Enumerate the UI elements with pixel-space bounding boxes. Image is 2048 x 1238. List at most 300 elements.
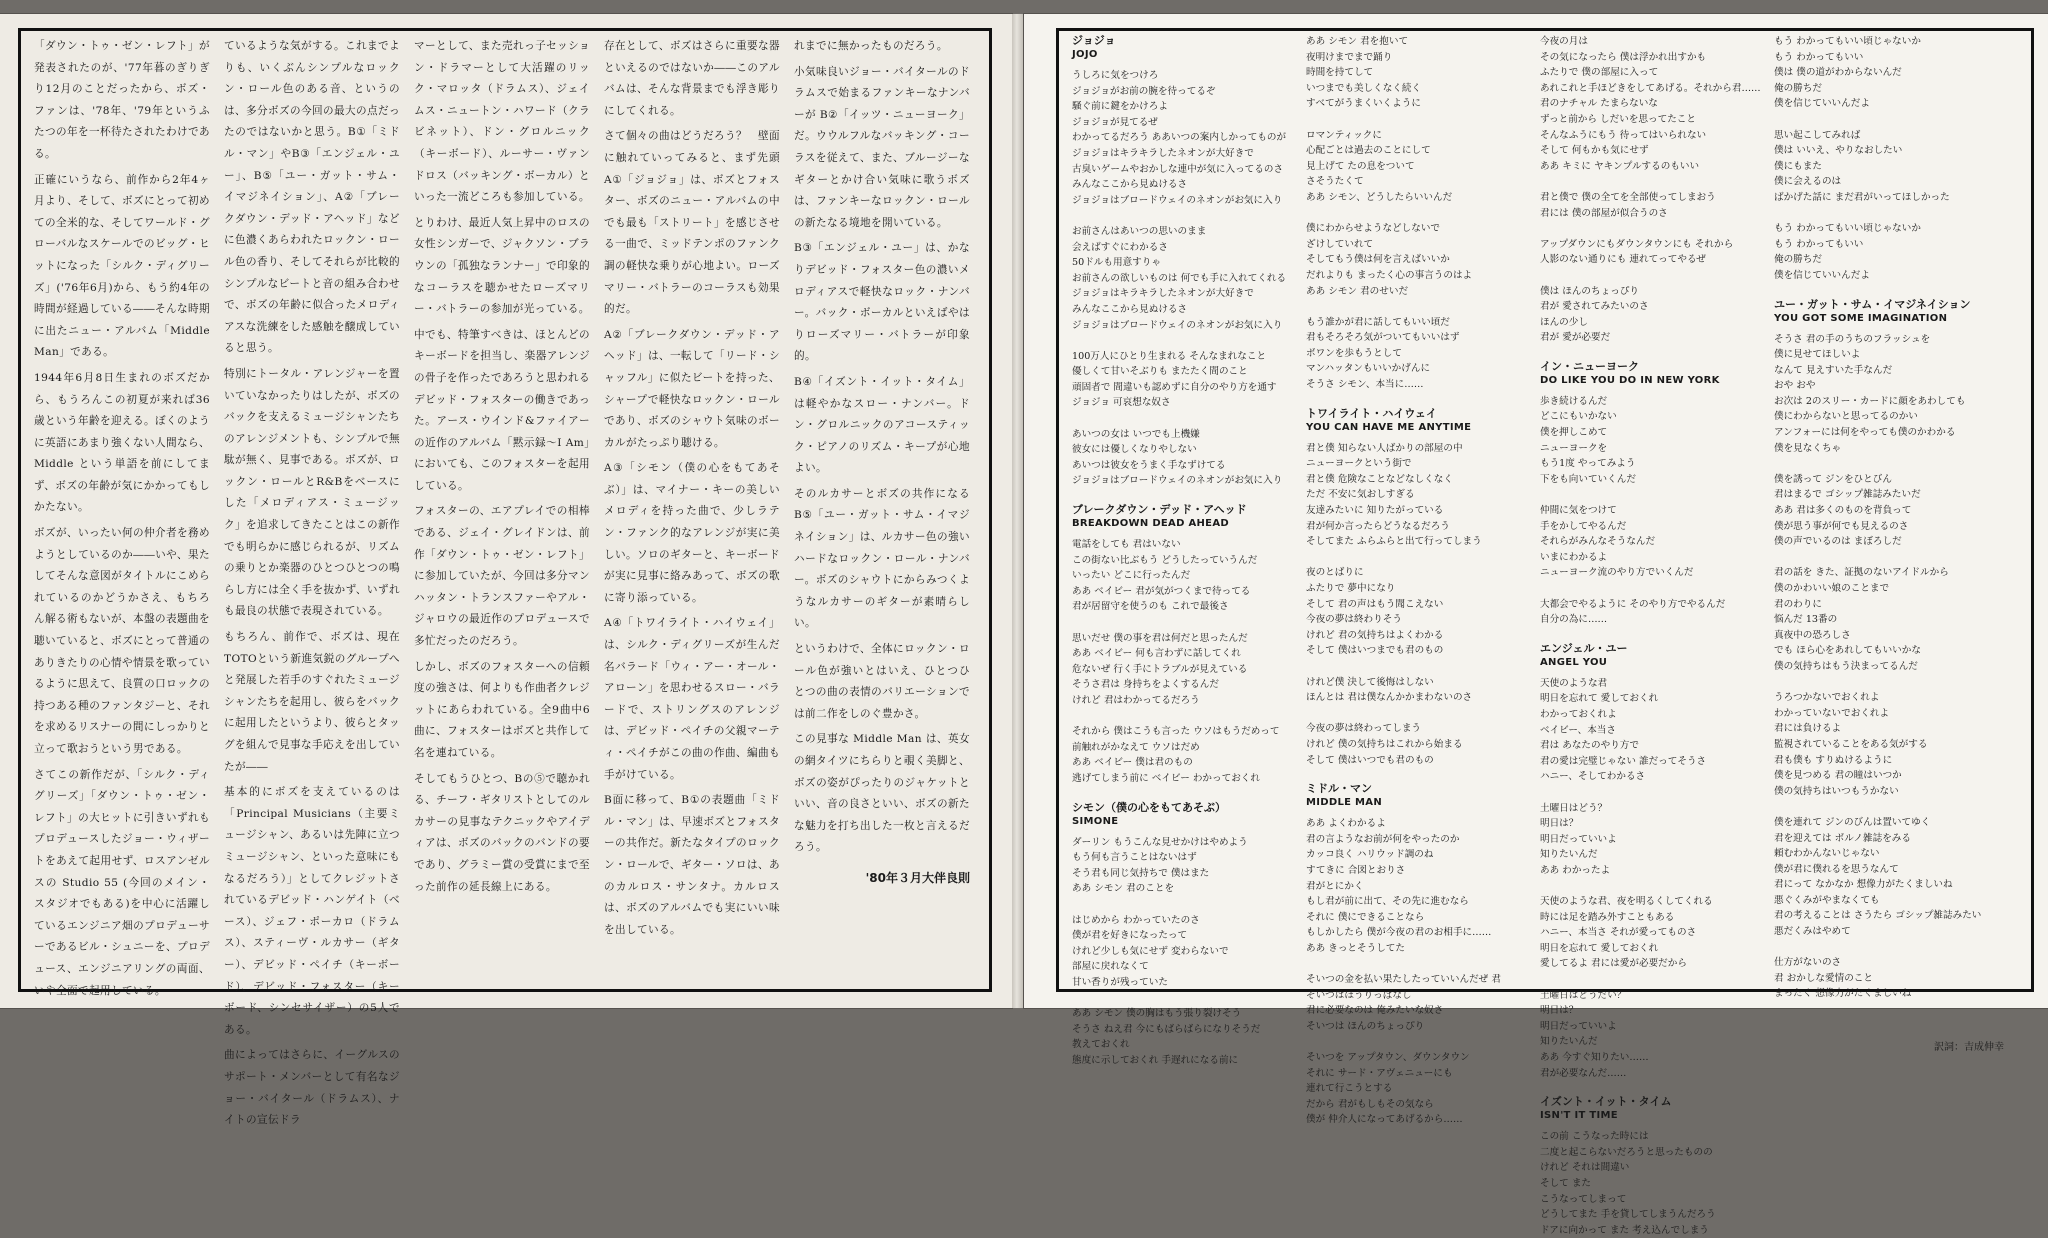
lyric-line: 明日だっていいよ [1540, 1020, 1617, 1032]
song-lines [1540, 34, 1770, 346]
song-middle-man-cont [1540, 34, 1770, 346]
lyric-line: ジョジョはブロードウェイのネオンがお気に入り [1072, 475, 1283, 487]
lyric-line: 僕が君に僕れるを思うなんて [1774, 863, 1899, 875]
lyric-line: 明日を忘れて 愛しておくれ [1540, 942, 1659, 954]
lyric-line: けれど 僕の気持ちはこれから始まる [1306, 738, 1463, 750]
lyric-line: ただ 不安に気おしすぎる [1306, 489, 1415, 501]
lyric-line: 100万人にひとり生まれる そんなまれなこと [1072, 350, 1267, 362]
lyric-line: もう1度 やってみよう [1540, 458, 1636, 470]
lyric-line: ジョジョはキラキラしたネオンが大好きで [1072, 147, 1254, 159]
lyric-line: 僕は ほんのちょっぴり [1540, 285, 1639, 297]
lyric-line: ジョジョが見てるぜ [1072, 116, 1158, 128]
lyric-line: 思い起こしてみれば [1774, 129, 1861, 141]
lyric-line: 僕を見なくちゃ [1774, 442, 1842, 454]
lyric-line: 僕が思う事が何でも見えるのさ [1774, 520, 1909, 532]
lyric-line: おや おや [1774, 380, 1816, 392]
song-lines [1072, 835, 1302, 1069]
lyric-line: あいつの女は いつでも上機嫌 [1072, 428, 1200, 440]
lyric-line [1306, 706, 1536, 722]
lyric-line: 僕にわからないと思ってるのかい [1774, 411, 1918, 423]
lyric-line: ニューヨークを [1540, 442, 1608, 454]
lyric-line: そいつを アップタウン、ダウンタウン [1306, 1052, 1470, 1064]
lyric-line: ああ わかったよ [1540, 864, 1611, 876]
lyric-line [1540, 268, 1770, 284]
lyric-line: だから 君がもしもその気なら [1306, 1098, 1434, 1110]
paragraph: 特別にトータル・アレンジャーを置いていなかったりはしたが、ボズのバックを支えるミュージシャンたちのアレンジメントも、シンプルで無駄が無く、見事である。ボズが、ロックン・ロールとR&Bをベースにした「メロディアス・ミュージック」を追求してきたことはこの新作でも明らかに感じられるが、リズムの乗りとか楽器のひとつひとつの鳴らし方には全く手を抜かず、いずれも最良の状態で表現されている。 [224, 367, 400, 618]
lyric-line: ほんの少し [1540, 316, 1588, 328]
lyric-line: 頼むわかんないじゃない [1774, 848, 1880, 860]
lyric-line: そいつの金を払い果たしたっていいんだぜ 君 [1306, 974, 1501, 986]
song-lines [1306, 441, 1536, 768]
song-title-jp: イン・ニューヨーク [1540, 359, 1639, 373]
lyric-line: わかっていないでおくれよ [1774, 707, 1890, 719]
lyric-line [1306, 299, 1536, 315]
lyric-line: 君にって なかなか 想像力がたくましいね [1774, 879, 1953, 891]
paragraph: そしてもうひとつ、Bの⑤で聴かれる、チーフ・ギタリストとしてのルカサーの見事なテクニックやアイディアは、ボズのバックのバンドの要であり、グラミー賞の受賞にまで至った前作の延長線上にある。 [414, 772, 590, 893]
lyric-line [1072, 709, 1302, 725]
paragraph: しかし、ボズのフォスターへの信頼度の強さは、何よりも作曲者クレジットにあらわれている。全9曲中6曲に、フォスターはボズと共作して名を連ねている。 [414, 660, 590, 759]
paragraph: フォスターの、エアプレイでの相棒である、ジェイ・グレイドンは、前作「ダウン・トゥ・ゼン・レフト」に参加していたが、今回は多分マンハッタン・トランスファーやアル・ジャロウの最近作のプロデュースで多忙だったのだろう。 [414, 505, 590, 648]
lyric-line: ふたりで 僕の部屋に入って [1540, 67, 1659, 79]
left-page [0, 14, 1012, 1127]
song-title-en: BREAKDOWN DEAD AHEAD [1072, 518, 1229, 530]
lyric-line: 君の言ようなお前が何をやったのか [1306, 833, 1460, 845]
lyric-line: もう わかってもいい [1774, 51, 1864, 63]
paragraph: さて個々の曲はどうだろう？ 壁面に触れていってみると、まず先頭A①「ジョジョ」は、ボズとフォスター、ボズのニュー・アルバムの中でも最も「ストリート」を感じさせる一曲で、ミッドテンポのファンク調の軽快な乗りが心地よい。ローズマリー・バトラーのコーラスも効果的だ。 [604, 130, 780, 316]
page-gutter [1012, 14, 1024, 1008]
lyric-line: いったい どこに行ったんだ [1072, 570, 1191, 582]
lyric-line: 態度に示しておくれ 手遅れになる前に [1072, 1054, 1239, 1066]
paragraph: マーとして、また売れっ子セッション・ドラマーとして大活躍のリック・マロッタ（ドラムス）、ジェイムス・ニュートン・ハワード（クラビネット）、ドン・グロルニック（キーボード）、ルーサー・ヴァンドロス（バッキング・ボーカル）といった一流どころも参加している。 [414, 40, 590, 204]
lyric-line: 夜明けまでまで踊り [1306, 51, 1393, 63]
song-lines [1540, 676, 1770, 1081]
song-title-en: SIMONE [1072, 815, 1119, 827]
lyric-line: もう誰かが君に話してもいい頃だ [1306, 316, 1450, 328]
lyric-line: そうさ君は 身持ちをよくするんだ [1072, 679, 1219, 691]
lyric-line: 僕が 仲介人になってあげるから…… [1306, 1114, 1463, 1126]
lyric-line: ああ 今すぐ知りたい…… [1540, 1052, 1649, 1064]
lyric-line: 仲間に気をつけて [1540, 505, 1617, 517]
lyric-line: 僕のかわいい娘のことまで [1774, 583, 1890, 594]
paragraph: 1944年6月8日生まれのボズだから、もうろんこの初夏が来れば36歳という年齢を迎える。ぼくのように英語にあまり強くない人間なら、Middle という単語を前にしてまず、ボズの年齢が気にかかってもしかたない。 [34, 371, 210, 514]
lyric-line: それに 僕にできることなら [1306, 911, 1425, 923]
lyric-line: ニューヨークという街で [1306, 458, 1412, 470]
lyric-line: もう わかってもいい頃じゃないか [1774, 36, 1921, 47]
lyric-line [1774, 112, 2014, 128]
lyric-line: 君の話を きた、証拠のないアイドルから [1774, 567, 1949, 579]
lyric-line: 君に必要なのは 俺みたいな奴さ [1306, 1005, 1444, 1017]
lyric-line: お前さんの欲しいものは 何でも手に入れてくれる [1072, 272, 1287, 284]
lyric-line: 連れて行こうとする [1306, 1083, 1393, 1095]
lyric-line: さそうたくて [1306, 176, 1364, 188]
song-lines [1774, 332, 2014, 1003]
lyric-line: 天使のような君 [1540, 677, 1608, 689]
lyric-line: 電話をしても 君はいない [1072, 539, 1181, 551]
lyric-line: ふたりで 夢中になり [1306, 583, 1396, 594]
lyric-line: アンフォーには何をやっても僕のかわかる [1774, 427, 1956, 439]
lyric-line: ああ シモン 君を抱いて [1306, 36, 1409, 47]
song-middle-man [1306, 782, 1536, 1128]
lyric-line: 騒ぐ前に鍵をかけろよ [1072, 101, 1168, 113]
song-title-jp: トワイライト・ハイウェイ [1306, 406, 1437, 420]
song-lines [1540, 394, 1770, 628]
paragraph: れまでに無かったものだろう。 [794, 40, 948, 52]
lyric-line: でも ほら心をあれしてもいいかな [1774, 645, 1921, 657]
lyric-line: 僕は いいえ、やりなおしたい [1774, 145, 1903, 157]
lyric-line: 僕は 僕の道がわからないんだ [1774, 67, 1902, 79]
lyric-line: 僕が君を好きになったって [1072, 930, 1188, 942]
lyric-line: ベイビー、本当さ [1540, 724, 1616, 736]
lyric-line: 僕に会えるのは [1774, 176, 1842, 188]
paragraph: 曲によってはさらに、イーグルスのサポート・メンバーとして有名なジョー・バイタール（ドラムス）、ナイトの宣伝ドラ [224, 1049, 400, 1127]
lyric-line: みんなここから見ぬけるさ [1072, 303, 1188, 315]
lyric-line [1072, 990, 1302, 1006]
lyric-line: ロマンティックに [1306, 129, 1382, 141]
paragraph: 正確にいうなら、前作から2年4ヶ月より、そして、ボズにとって初めての全米的な、そしてワールド・グローバルなスケールでのビッグ・ヒットになった「シルク・ディグリーズ」('76年6月)から、もう約4年の時間が経過している――そんな時期に出たニュー・アルバム「Middle Man」である。 [34, 173, 210, 359]
lyric-line: うろつかないでおくれよ [1774, 692, 1880, 704]
notes-column-4 [604, 36, 780, 982]
song-twilight-highway [1306, 407, 1536, 768]
song-isnt-it-time [1540, 1095, 1770, 1238]
song-title-en: DO LIKE YOU DO IN NEW YORK [1540, 374, 1720, 386]
lyric-line: ああ シモン、どうしたらいいんだ [1306, 191, 1453, 203]
lyric-line: 君と僕 知らない人ばかりの部屋の中 [1306, 442, 1463, 454]
lyric-line: 今夜の夢は終わりそう [1306, 614, 1402, 626]
lyric-line: 50ドルも用意すりゃ [1072, 257, 1161, 269]
lyric-line: 会えばすぐにわかるさ [1072, 241, 1168, 253]
lyric-line: はじめから わかっていたのさ [1072, 914, 1200, 926]
lyric-line: 明日は？ [1540, 1005, 1579, 1017]
lyric-line: ああ よくわかるよ [1306, 818, 1386, 830]
paragraph: とりわけ、最近人気上昇中のロスの女性シンガーで、ジャクソン・ブラウンの「孤独なランナー」で印象的なコーラスを聴かせたローズマリー・バトラーの参加が光っている。 [414, 216, 590, 316]
lyric-line: 君が何か言ったらどうなるだろう [1306, 520, 1450, 532]
lyric-line: 土曜日はどうだい？ [1540, 989, 1627, 1001]
lyric-line: 君が 愛が必要だ [1540, 332, 1611, 344]
lyric-line: 君はまるで ゴシップ雑誌みたいだ [1774, 489, 1921, 501]
paragraph: B③「エンジェル・ユー」は、かなりデビッド・フォスター色の濃いメロディアスで軽快なロック・ナンバー。バック・ボーカルといえばやはりローズマリー・バトラーが印象的。 [794, 242, 970, 363]
lyric-line: 前触れがかなえて ウソはだめ [1072, 741, 1200, 753]
lyric-line: そして また [1540, 1178, 1592, 1189]
lyric-line: もしかしたら 僕が今夜の君のお相手に…… [1306, 927, 1492, 939]
song-you-got-some-imagination [1774, 298, 2014, 1003]
lyric-line [1540, 174, 1770, 190]
lyric-line [1540, 581, 1770, 597]
lyric-line: 甘い香りが残っていた [1072, 976, 1168, 988]
lyric-line: 俺の勝ちだ [1774, 254, 1822, 266]
lyric-line: 君も僕も すりぬけるように [1774, 754, 1893, 766]
lyric-line: 二度と起こらないだろうと思ったものの [1540, 1146, 1713, 1158]
lyric-line: 悩んだ 13番の [1774, 614, 1838, 626]
lyric-line: 優しくて甘いそぶりも またたく間のこと [1072, 366, 1248, 378]
lyric-line [1072, 411, 1302, 427]
lyric-line: こうなってしまって [1540, 1193, 1627, 1205]
lyric-line: 僕を連れて ジンのびんは置いてゆく [1774, 816, 1931, 828]
lyric-line: それらがみんなそうなんだ [1540, 536, 1656, 548]
paragraph: 「ダウン・トゥ・ゼン・レフト」が発表されたのが、'77年暮のぎりぎり12月のことだったから、ボズ・ファンは、'78年、'79年というふたつの年を一杯待たされたわけである。 [34, 40, 210, 160]
paragraph: 存在として、ボズはさらに重要な器といえるのではないか――このアルバムは、そんな背景までも浮き彫りにしてくれる。 [604, 40, 780, 117]
lyric-line: すてきに 合図とおりさ [1306, 864, 1406, 876]
lyric-line: もし君が前に出て、その先に進むなら [1306, 896, 1469, 908]
lyric-line: 時間を持てして [1306, 67, 1374, 79]
lyric-line: そうさ 君の手のうちのフラッシュを [1774, 333, 1931, 345]
lyric-line: 思いだせ 僕の事を君は何だと思ったんだ [1072, 632, 1248, 644]
lyric-line: けれど僕 決して後悔はしない [1306, 676, 1434, 688]
lyric-line: 僕を見つめる 君の瞳はいつか [1774, 770, 1902, 782]
lyric-line: 僕にもまた [1774, 160, 1822, 172]
song-lines [1072, 68, 1302, 489]
lyric-line: 君もそろそろ気がついてもいいはず [1306, 332, 1460, 344]
lyric-line [1306, 206, 1536, 222]
lyric-line: そしてもう僕は何を言えばいいか [1306, 254, 1450, 266]
lyric-line: 君 おかしな愛情のこと [1774, 972, 1873, 984]
lyric-line [1774, 675, 2014, 691]
lyric-line: 知りたいんだ [1540, 1036, 1598, 1048]
lyric-line: いつまでも美しくなく続く [1306, 82, 1422, 94]
lyric-line: ジョジョがお前の腕を待ってるぞ [1072, 85, 1216, 97]
song-title-en: ANGEL YOU [1540, 656, 1608, 668]
lyric-line: ジョジョはブロードウェイのネオンがお気に入り [1072, 194, 1283, 206]
paragraph: ているような気がする。これまでよりも、いくぶんシンプルなロックン・ロール色のある音、というのは、多分ボズの今回の最大の点だったのではないかと思う。B①「ミドル・マン」やB③「エンジェル・ユー」、B⑤「ユー・ガット・サム・イマジネイション」、A②「ブレークダウン・デッド・アヘッド」などに色濃くあらわれたロックン・ロール色の香り、そしてそれらが比較的シンプルなビートと音の組み合わせで、ボズの年齢に似合ったメロディアスな洗練をした感触を醸成していると思う。 [224, 40, 400, 355]
lyric-line: けれど それは間違い [1540, 1162, 1630, 1174]
lyric-line: 君と僕 危険なことなどなしくなく [1306, 473, 1453, 485]
lyric-line: ずっと前から しだいを思ってたこと [1540, 113, 1696, 125]
lyric-line: 明日だっていいよ [1540, 833, 1617, 845]
translator-credit: 訳詞：吉成伸幸 [1934, 1042, 2004, 1054]
lyric-line: ざけしていれて [1306, 238, 1374, 250]
lyrics-column-3 [1540, 34, 1770, 1236]
lyric-line: なんて 見えすいた手なんだ [1774, 364, 1893, 376]
lyric-line: そうさ ねえ君 今にもばらばらになりそうだ [1072, 1023, 1261, 1035]
lyric-line: ああ キミに ヤキンプルするのもいい [1540, 160, 1700, 172]
lyric-line: ああ ベイビー 僕は君のもの [1072, 757, 1193, 769]
lyric-line: 真夜中の恐ろしさ [1774, 629, 1851, 641]
lyric-line: 君と僕で 僕の全てを全部使ってしまおう [1540, 191, 1716, 203]
paragraph: そのルカサーとボズの共作になるB⑤「ユー・ガット・サム・イマジネイション」は、ルカサー色の強いハードなロックン・ロール・ナンバー。ボズのシャウトにからみつくようなルカサーのギターが素晴らしい。 [794, 487, 970, 630]
lyric-line: ハニー、そしてわかるさ [1540, 771, 1646, 783]
lyric-line: 天使のような君、夜を明るくしてくれる [1540, 896, 1713, 908]
lyric-line: そうさ シモン、本当に…… [1306, 379, 1424, 391]
lyric-line: ジョジョ 可哀想な奴さ [1072, 397, 1171, 409]
paragraph: もちろん、前作で、ボズは、現在TOTOという新進気鋭のグループへと発展した若手のすぐれたミュージシャンたちを起用し、彼らをバックに起用したというより、彼らとタッグを組んで見事な手応えを出していたが―― [224, 631, 400, 773]
lyric-line [1072, 897, 1302, 913]
lyric-line: 今夜の月は [1540, 36, 1588, 47]
paragraph: というわけで、全体にロックン・ロール色が強いとはいえ、ひとつひとつの曲の表情のバリエーションでは前二作をしのぐ豊かさ。 [794, 643, 970, 720]
lyric-line [1306, 1034, 1536, 1050]
song-title-jp: イズント・イット・タイム [1540, 1095, 1672, 1109]
lyric-line [1072, 615, 1302, 631]
lyric-line: 僕に見せてほしいよ [1774, 349, 1861, 361]
lyric-line: 人影のない通りにも 連れてってやるぜ [1540, 254, 1706, 266]
lyric-line: まったく 想像力がたくましいね [1774, 988, 1912, 1000]
lyric-line: 君は あなたのやり方で [1540, 740, 1639, 752]
lyric-line: 自分の為に…… [1540, 614, 1608, 626]
lyric-line: あいつは彼女をうまく手なずけてる [1072, 459, 1226, 471]
lyric-line: もう何も言うことはないはず [1072, 852, 1197, 864]
paragraph: 中でも、特筆すべきは、ほとんどのキーボードを担当し、楽器アレンジの骨子を作ったであろうと思われるデビッド・フォスターの働きであった。アース・ウインド&ファイアーの近作のアルバム「黙示録～I Am」においても、このフォスターを起用している。 [414, 328, 590, 492]
lyric-line: そして 何もかも気にせず [1540, 145, 1649, 157]
song-title-jp: ブレークダウン・デッド・アヘッド [1072, 503, 1247, 517]
lyric-line: 大都会でやるように そのやり方でやるんだ [1540, 598, 1726, 610]
lyric-line: ニューヨーク流のやり方でいくんだ [1540, 567, 1694, 579]
paragraph: A③「シモン（僕の心をもてあそぶ）」は、マイナー・キーの美しいメロディを持った曲で、少しラテン・ファンク的なアレンジが実に美しい。ソロのギターと、キーボードが実に見事に絡みあって、ボズの歌に寄り添っている。 [604, 462, 780, 604]
lyric-line: ああ シモン 僕の胸はもう張り裂けそう [1072, 1008, 1242, 1020]
lyrics-column-4 [1774, 34, 2014, 1054]
song-lines [1540, 1129, 1770, 1238]
lyric-line: 俺の勝ちだ [1774, 82, 1822, 94]
lyric-line [1774, 206, 2014, 222]
lyric-line: お前さんはあいつの思いのまま [1072, 225, 1207, 237]
lyric-line: 僕にわからせようなどしないで [1306, 223, 1441, 235]
paragraph: B面に移って、B①の表題曲「ミドル・マン」は、早速ボズとフォスターの共作だ。新たなタイプのロックン・ロールで、ギター・ソロは、あのカルロス・サンタナ。カルロスは、ボズのアルバムでも実にいい味を出している。 [604, 794, 780, 936]
lyric-line: 今夜の夢は終わってしまう [1306, 723, 1422, 735]
paragraph: さてこの新作だが、「シルク・ディグリーズ」「ダウン・トゥ・ゼン・レフト」の大ヒットに引きいずれもプロデュースしたジョー・ウィザートをあえて起用せず、ロスアンゼルスの Studio 55 (今回のメイン・スタジオでもある)を中心に活躍しているエンジニア畑のプロデューサーであるビル・シュニーを、プロデュース、エンジニアリングの両面、いや全面で起用している。 [34, 768, 210, 997]
lyric-line: 夜のとばりに [1306, 567, 1364, 579]
lyric-line: 明日は？ [1540, 818, 1579, 830]
lyric-line: 下をも向いていくんだ [1540, 473, 1636, 485]
lyric-line: そして 僕はいつでも君のもの [1306, 754, 1434, 766]
lyric-line [1306, 956, 1536, 972]
lyric-line: ああ ベイビー 何も言わずに話してくれ [1072, 648, 1241, 660]
notes-column-1 [34, 36, 210, 997]
lyric-line: 僕の声でいるのは まぼろしだ [1774, 536, 1902, 548]
lyric-line: 時には足を踏み外すこともある [1540, 911, 1675, 923]
lyric-line: 僕を押しこめて [1540, 427, 1608, 439]
lyric-line [1540, 785, 1770, 801]
song-title-jp: シモン（僕の心をもてあそぶ） [1072, 800, 1226, 814]
song-lines [1072, 537, 1302, 787]
lyric-line [1540, 221, 1770, 237]
paragraph: 基本的にボズを支えているのは「Principal Musicians（主要ミュージシャン、あるいは先陣に立つミュージシャン、といった意味にもなるだろう）」としてクレジットされているデビッド・ハンゲイト（ベース）、ジェフ・ポーカロ（ドラムス）、スティーヴ・ルカサー（ギター）、デビッド・ペイチ（キーボード）、デビッド・フォスター（キーボード、シンセサイザー）の5人である。 [224, 786, 400, 1036]
lyric-line: そして 君の声はもう聞こえない [1306, 598, 1444, 610]
lyric-line: 僕の気持ちはいつもうかない [1774, 785, 1899, 797]
lyric-line: ばかげた話に まだ君がいってほしかった [1774, 191, 1950, 203]
song-isnt-it-time-cont [1774, 34, 2014, 284]
lyric-line [1774, 940, 2014, 956]
song-lines [1306, 816, 1536, 1128]
paragraph: この見事な Middle Man は、英女の網タイツにちらりと覗く美脚と、ボズの姿がぴったりのジャケットといい、音の良さといい、ボズの新たな魅力を打ち出した一枚と言えるだろう。 [794, 733, 970, 854]
lyric-line [1306, 659, 1536, 675]
lyric-line: 友達みたいに 知りたがっている [1306, 505, 1444, 517]
paragraph: B④「イズント・イット・タイム」は軽やかなスロー・ナンバー。ドン・グロルニックのアコースティック・ピアノのリズム・キープが心地よい。 [794, 375, 970, 475]
lyric-line: ああ シモン 君のことを [1072, 883, 1175, 895]
lyric-line: ああ きっとそうしてた [1306, 942, 1405, 954]
lyric-line: わかっておくれよ [1540, 708, 1617, 720]
lyric-line: 古臭いゲームやおかしな連中が気に入ってるのさ [1072, 163, 1284, 175]
lyric-line: お次は 2のスリー・カードに顔をあわしても [1774, 395, 1966, 407]
lyric-line [1306, 112, 1536, 128]
song-jojo [1072, 34, 1302, 489]
lyric-line [1774, 456, 2014, 472]
song-title-en: MIDDLE MAN [1306, 797, 1383, 809]
lyrics-column-1 [1072, 34, 1302, 1066]
lyric-line: カッコ良く ハリウッド調のね [1306, 849, 1434, 861]
lyric-line: ああ シモン 君のせいだ [1306, 285, 1409, 297]
lyric-line: みんなここから見ぬけるさ [1072, 179, 1188, 191]
liner-notes [34, 36, 974, 1127]
paragraph: ボズが、いったい何の仲介者を務めようとしているのか――いや、果たしてそんな意図がタイトルにこめられているのかどうかさえ、もちろん解る術もないが、本盤の表題曲を聴いていると、ボズにとって普通のありきたりの心情や情景を歌っているように思えて、良質の口ロックの持つある種のファンタジーと、それを求めるリスナーの間にしっかりと立って歌おうという男である。 [34, 527, 210, 755]
lyric-line: 知りたいんだ [1540, 849, 1598, 861]
lyric-line: どうしてまた 手を貸してしまうんだろう [1540, 1209, 1716, 1221]
lyric-line [1072, 333, 1302, 349]
song-angel-you [1540, 642, 1770, 1081]
lyric-line: 監視されていることをある気がする [1774, 738, 1928, 750]
lyric-line: ああ 君は多くのものを背負って [1774, 505, 1912, 517]
lyric-line: 心配ごとは過去のことにして [1306, 145, 1431, 157]
lyric-line [1774, 799, 2014, 815]
lyric-line: 悪だくみはやめて [1774, 926, 1851, 938]
paragraph: 小気味良いジョー・バイタールのドラムスで始まるファンキーなナンバーが B②「イッツ・ニューヨーク」だ。ウウルフルなバッキング・コーラスを従えて、また、ブルージーなギターとかけ合い気味に歌うボズは、ファンキーなロックン・ロールの新たなる境地を開いている。 [794, 65, 970, 229]
lyric-line: 僕を誘って ジンをひとびん [1774, 473, 1892, 485]
lyric-line: わかってるだろう ああいつの案内しかってものが [1072, 132, 1287, 144]
lyric-line: それに サード・アヴェニューにも [1306, 1067, 1453, 1079]
lyric-line: 僕を信じていいんだよ [1774, 269, 1870, 281]
lyric-line: 部屋に戻れなくて [1072, 961, 1149, 973]
song-title-jp: エンジェル・ユー [1540, 641, 1628, 655]
lyric-line: 危ないぜ 行く手にトラブルが見えている [1072, 663, 1248, 675]
lyric-line: 君の考えることは さうたら ゴシップ雑誌みたい [1774, 910, 1982, 922]
right-page [1024, 14, 2048, 1236]
lyric-line: ジョジョはブロードウェイのネオンがお気に入り [1072, 319, 1283, 331]
lyric-line: 悪ぐくみがやまなくても [1774, 894, 1880, 906]
lyric-line: あれこれと手ほどきをしてあげる。それから君…… [1540, 82, 1761, 94]
lyric-line: そして 僕はいつまでも君のもの [1306, 645, 1444, 657]
lyric-line: 愛してるよ 君には愛が必要だから [1540, 958, 1687, 970]
song-new-york [1540, 360, 1770, 628]
lyric-line: マンハッタンもいいかげんに [1306, 363, 1431, 375]
lyric-line: 手をかしてやるんだ [1540, 520, 1627, 532]
author-signature: '80年３月大伴良則 [865, 870, 970, 885]
lyric-line: 君の愛は完璧じゃない 誰だってそうさ [1540, 755, 1707, 767]
song-title-en: ISN'T IT TIME [1540, 1110, 1618, 1122]
lyric-line: だれよりも まったく心の事言うのはよ [1306, 269, 1473, 281]
lyric-line: 僕を信じていいんだよ [1774, 98, 1870, 110]
lyric-line: そんなふうにもう 待ってはいられない [1540, 129, 1707, 141]
notes-column-5 [794, 36, 970, 982]
lyrics-column-2 [1306, 34, 1536, 1126]
lyric-line: 歩き続けるんだ [1540, 395, 1608, 407]
lyric-line: いまにわかるよ [1540, 551, 1608, 563]
lyric-line: すべてがうまくいくように [1306, 98, 1421, 110]
lyric-line [1540, 487, 1770, 503]
song-title-jp: ジョジョ [1072, 34, 1116, 47]
lyric-line: 見上げて たの息をついて [1306, 160, 1415, 172]
lyric-line [1540, 972, 1770, 988]
lyric-line: けれど 君はわかってるだろう [1072, 694, 1200, 706]
lyric-line: 君を迎えては ボルノ雑誌をみる [1774, 832, 1911, 844]
lyric-line [1774, 550, 2014, 566]
song-title-jp: ユー・ガット・サム・イマジネイション [1774, 297, 1971, 311]
lyric-line: ドアに向かって また 考え込んでしまう [1540, 1224, 1709, 1236]
lyric-line: 僕の気持ちはもう決まってるんだ [1774, 660, 1918, 672]
lyric-line: 君には 僕の部屋が似合うのさ [1540, 207, 1668, 219]
lyric-line: そいつは ほんのちょっぴり [1306, 1020, 1425, 1032]
lyric-line: ジョジョはキラキラしたネオンが大好きで [1072, 288, 1254, 300]
notes-column-3 [414, 36, 590, 982]
notes-column-2 [224, 36, 400, 1127]
lyric-line: 明日を忘れて 愛しておくれ [1540, 693, 1659, 705]
lyric-line: けれど 君の気持ちはよくわかる [1306, 629, 1444, 641]
lyric-line [1306, 550, 1536, 566]
lyric-line: そう君も同じ気持ちで 僕はまた [1072, 867, 1210, 879]
lyric-line: どこにもいかない [1540, 411, 1617, 423]
lyric-line: 君がとにかく [1306, 880, 1364, 892]
song-title-en: JOJO [1072, 49, 1098, 60]
lyric-line: それから 僕はこうも言った ウソはもうだめって [1072, 726, 1280, 738]
paragraph: A②「ブレークダウン・デッド・アヘッド」は、一転して「リード・シャッフル」に似たビートを持った、シャープで軽快なロックン・ロールであり、ボズのシャウト気味のボーカルがたっぷり聴ける。 [604, 328, 780, 449]
song-title-en: YOU GOT SOME IMAGINATION [1774, 312, 1948, 324]
lyric-line: この街ない比ぶもう どうしたっていうんだ [1072, 554, 1258, 566]
lyric-line: 頑固者で 間違いも認めずに自分のやり方を通す [1072, 381, 1277, 393]
